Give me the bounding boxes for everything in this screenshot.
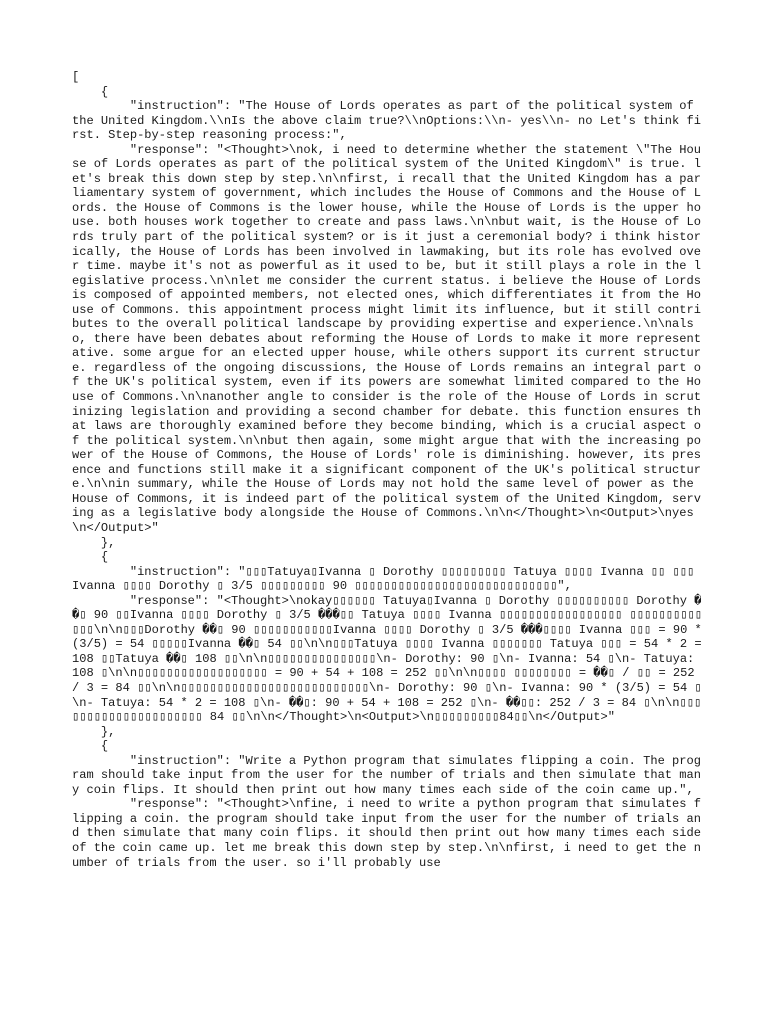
json-text-content: [ { "instruction": "The House of Lords operates as part of the political system of the United Kingdom.\\nIs the above claim true?\\nOptions:\\n- yes\\n- no Let's think first. Step-by-step reasoning process:", "response": "<Thought>\nok, i need to determine whether the statement \"The House of Lords operates as part of the political system of the United Kingdom\" is true. let's break this down step by step.\n\nfirst, i recall that the United Kingdom has a parliamentary system of government, which includes the House of Commons and the House of Lords. the House of Commons is the lower house, while the House of Lords is the upper house. both houses work together to create and pass laws.\n\nbut wait, is the House of Lords truly part of the political system? or is it just a ceremonial body? i think historically, the House of Lords has been involved in lawmaking, but its role has evolved over time. maybe it's not as powerful as it used to be, but it still plays a role in the legislative process.\n\nlet me consider the current status. i believe the House of Lords is composed of appointed members, not elected ones, which differentiates it from the House of Commons. this appointment process might limit its influence, but it still contributes to the overall political landscape by providing expertise and experience.\n\nalso, there have been debates about reforming the House of Lords to make it more representative. some argue for an elected upper house, while others support its current structure. regardless of the ongoing discussions, the House of Lords remains an integral part of the UK's political system, even if its powers are somewhat limited compared to the House of Commons.\n\nanother angle to consider is the role of the House of Lords in scrutinizing legislation and providing a second chamber for debate. this function ensures that laws are thoroughly examined before they become binding, which is a crucial aspect of the political system.\n\nbut then again, some might argue that with the increasing power of the House of Commons, the House of Lords' role is diminishing. however, its presence and functions still make it a significant component of the UK's political structure.\n\nin summary, while the House of Lords may not hold the same level of power as the House of Commons, it is indeed part of the political system of the United Kingdom, serving as a legislative body alongside the House of Commons.\n\n</Thought>\n<Output>\nyes\n</Output>" }, { "instruction": "▯▯▯Tatuya▯Ivanna ▯ Dorothy ▯▯▯▯▯▯▯▯▯ Tatuya ▯▯▯▯ Ivanna ▯▯ ▯▯▯ Ivanna ▯▯▯▯ Dorothy ▯ 3/5 ▯▯▯▯▯▯▯▯▯ 90 ▯▯▯▯▯▯▯▯▯▯▯▯▯▯▯▯▯▯▯▯▯▯▯▯▯▯▯▯", "response": "<Thought>\nokay▯▯▯▯▯▯ Tatuya▯Ivanna ▯ Dorothy ▯▯▯▯▯▯▯▯▯▯ Dorothy ��▯ 90 ▯▯Ivanna ▯▯▯▯ Dorothy ▯ 3/5 ���▯▯ Tatuya ▯▯▯▯ Ivanna ▯▯▯▯▯▯▯▯▯▯▯▯▯▯▯▯▯ ▯▯▯▯▯▯▯▯▯▯▯▯▯\n\n▯▯▯Dorothy ��▯ 90 ▯▯▯▯▯▯▯▯▯▯▯Ivanna ▯▯▯▯ Dorothy ▯ 3/5 ���▯▯▯▯ Ivanna ▯▯▯ = 90 * (3/5) = 54 ▯▯▯▯▯Ivanna ��▯ 54 ▯▯\n\n▯▯▯Tatuya ▯▯▯▯ Ivanna ▯▯▯▯▯▯▯ Tatuya ▯▯▯ = 54 * 2 = 108 ▯▯Tatuya ��▯ 108 ▯▯\n\n▯▯▯▯▯▯▯▯▯▯▯▯▯▯▯\n- Dorothy: 90 ▯\n- Ivanna: 54 ▯\n- Tatuya: 108 ▯\n\n▯▯▯▯▯▯▯▯▯▯▯▯▯▯▯▯▯▯ = 90 + 54 + 108 = 252 ▯▯\n\n▯▯▯▯ ▯▯▯▯▯▯▯▯ = ��▯ / ▯▯ = 252 / 3 = 84 ▯▯\n\n▯▯▯▯▯▯▯▯▯▯▯▯▯▯▯▯▯▯▯▯▯▯▯▯▯▯\n- Dorothy: 90 ▯\n- Ivanna: 90 * (3/5) = 54 ▯\n- Tatuya: 54 * 2 = 108 ▯\n- ��▯: 90 + 54 + 108 = 252 ▯\n- ��▯▯: 252 / 3 = 84 ▯\n\n▯▯▯▯▯▯▯▯▯▯▯▯▯▯▯▯▯▯▯▯▯ 84 ▯▯\n\n</Thought>\n<Output>\n▯▯▯▯▯▯▯▯▯84▯▯\n</Output>" }, { "instruction": "Write a Python program that simulates flipping a coin. The program should take input from the user for the number of trials and then simulate that many coin flips. It should then print out how many times each side of the coin came up.", "response": "<Thought>\nfine, i need to write a python program that simulates flipping a coin. the program should take input from the user for the number of trials and then simulate that many coin flips. it should then print out how many times each side of the coin came up. let me break this down step by step.\n\nfirst, i need to get the number of trials from the user. so i'll probably use [72,70,703,870]
